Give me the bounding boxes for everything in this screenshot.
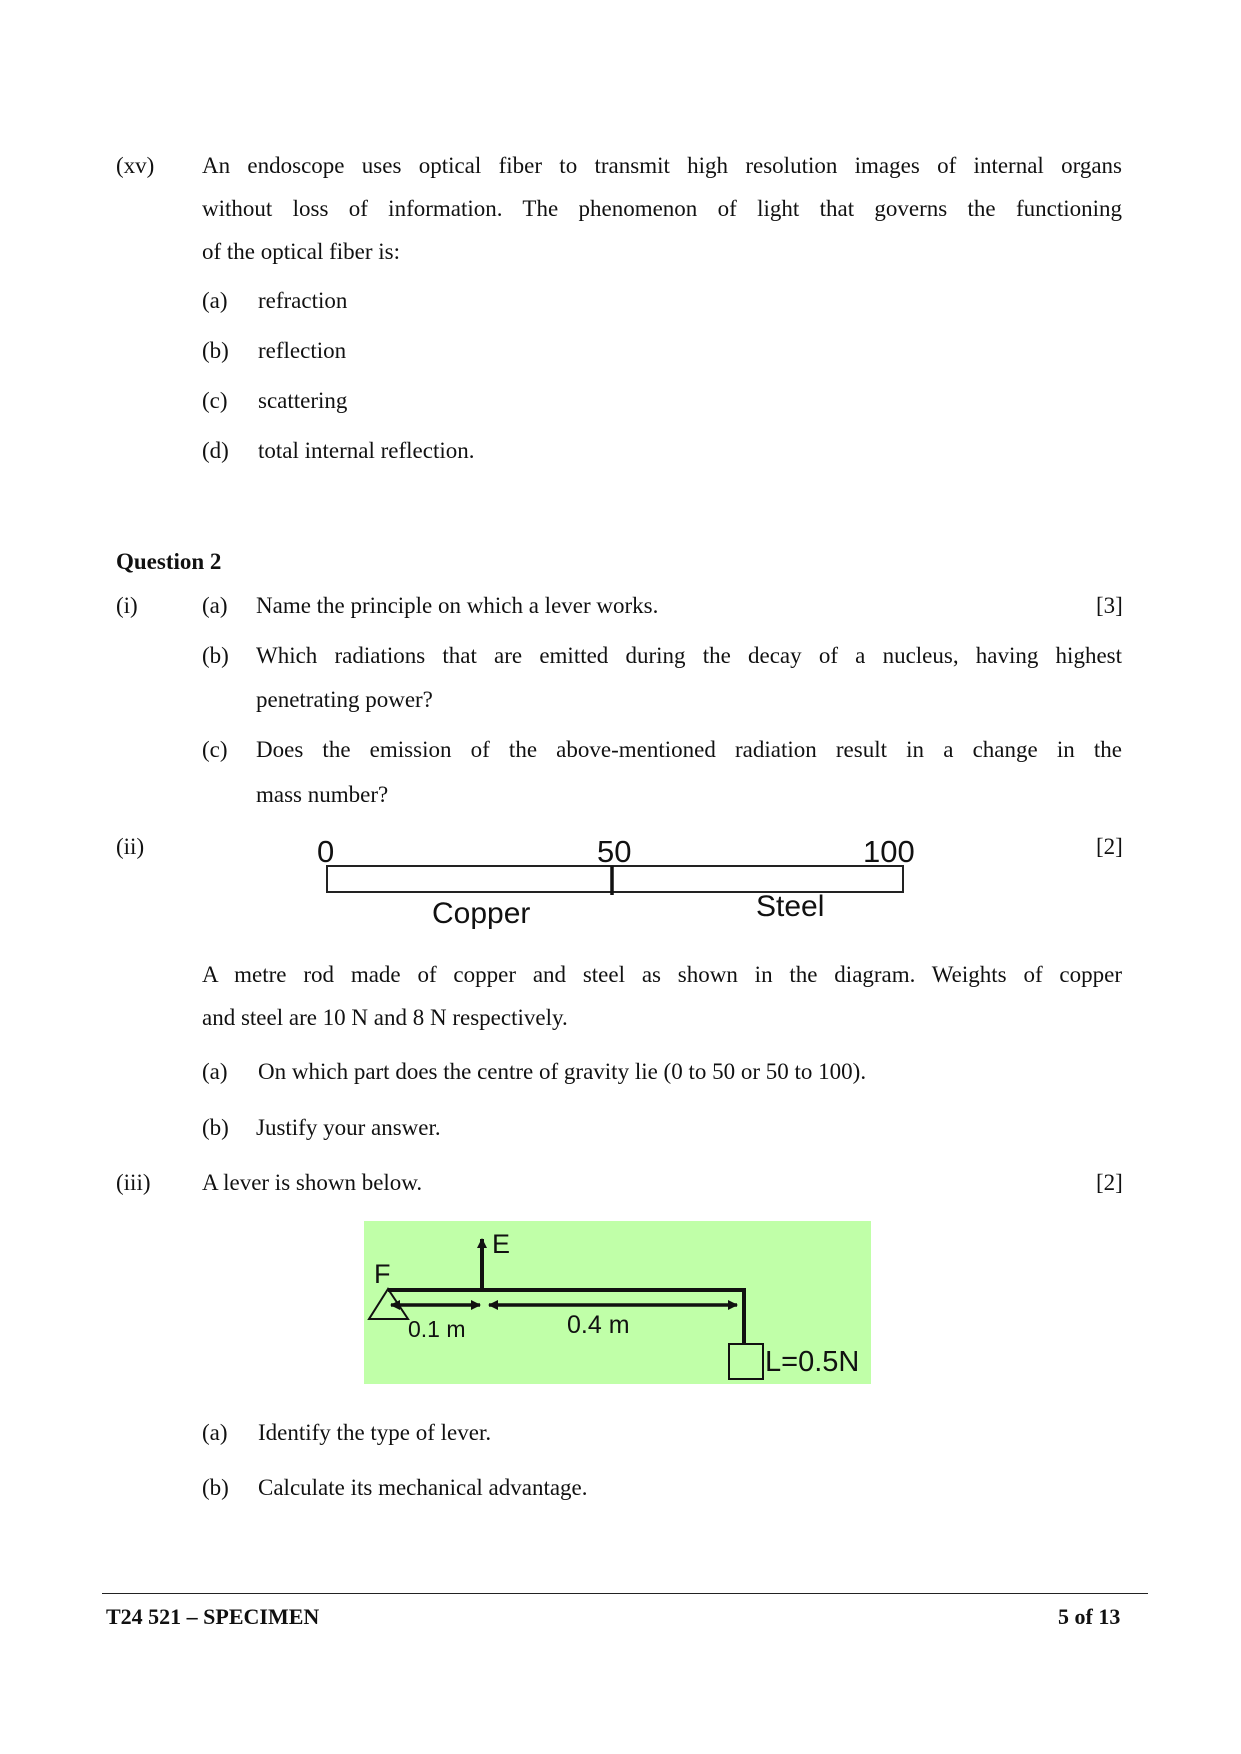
copper-label: Copper	[432, 897, 531, 930]
part-number: (iii)	[116, 1170, 151, 1195]
load-label: L=0.5N	[765, 1346, 860, 1378]
question-number: (xv)	[116, 153, 155, 178]
fulcrum-label: F	[374, 1259, 391, 1289]
subpart-label: (b)	[202, 643, 229, 668]
option-text: reflection	[258, 338, 347, 363]
option-label: (a)	[202, 288, 228, 313]
tick-label-0: 0	[317, 834, 335, 869]
option-label: (d)	[202, 438, 229, 463]
subpart-text: mass number?	[256, 782, 389, 807]
option-text: scattering	[258, 388, 348, 413]
effort-label: E	[492, 1229, 511, 1259]
marks: [3]	[1096, 593, 1123, 618]
subpart-text: On which part does the centre of gravity lie (0 to 50 or 50 to 100).	[258, 1059, 867, 1084]
subpart-text: Does the emission of the above-mentioned radiation result in a change in the	[256, 737, 1122, 762]
lever-diagram	[364, 1221, 871, 1384]
question-text-line: without loss of information. The phenomenon of light that governs the functioning	[202, 196, 1122, 221]
tick-label-50: 50	[597, 834, 632, 869]
rod-rect	[327, 866, 903, 892]
subpart-label: (b)	[202, 1475, 229, 1500]
section-heading: Question 2	[116, 549, 222, 574]
metre-rod-diagram	[300, 826, 940, 936]
part-number: (ii)	[116, 834, 145, 859]
load-box	[729, 1344, 763, 1379]
tick-label-100: 100	[863, 834, 915, 869]
subpart-text: Justify your answer.	[256, 1115, 441, 1140]
footer-page-number: 5 of 13	[1058, 1604, 1121, 1629]
subpart-text: Calculate its mechanical advantage.	[258, 1475, 588, 1500]
option-text: total internal reflection.	[258, 438, 475, 463]
part-number: (i)	[116, 593, 138, 618]
subpart-text: Name the principle on which a lever works.	[256, 593, 659, 618]
marks: [2]	[1096, 1170, 1123, 1195]
question-text-line: A metre rod made of copper and steel as shown in the diagram. Weights of copper	[202, 962, 1122, 987]
subpart-label: (a)	[202, 1420, 228, 1445]
subpart-label: (a)	[202, 1059, 228, 1084]
subpart-label: (b)	[202, 1115, 229, 1140]
subpart-label: (a)	[202, 593, 228, 618]
load-arm-label: 0.4 m	[567, 1311, 630, 1339]
effort-arm-label: 0.1 m	[408, 1316, 466, 1342]
option-label: (b)	[202, 338, 229, 363]
subpart-text: Identify the type of lever.	[258, 1420, 492, 1445]
option-label: (c)	[202, 388, 228, 413]
option-text: refraction	[258, 288, 348, 313]
subpart-label: (c)	[202, 737, 228, 762]
question-text-line: An endoscope uses optical fiber to transmit high resolution images of internal organs	[202, 153, 1122, 178]
footer-divider	[102, 1593, 1148, 1594]
question-text-line: A lever is shown below.	[202, 1170, 423, 1195]
marks: [2]	[1096, 834, 1123, 859]
subpart-text: penetrating power?	[256, 687, 433, 712]
footer-paper-code: T24 521 – SPECIMEN	[106, 1604, 320, 1629]
subpart-text: Which radiations that are emitted during the decay of a nucleus, having highest	[256, 643, 1122, 668]
question-text-line: of the optical fiber is:	[202, 239, 400, 264]
question-text-line: and steel are 10 N and 8 N respectively.	[202, 1005, 568, 1030]
steel-label: Steel	[756, 890, 825, 923]
